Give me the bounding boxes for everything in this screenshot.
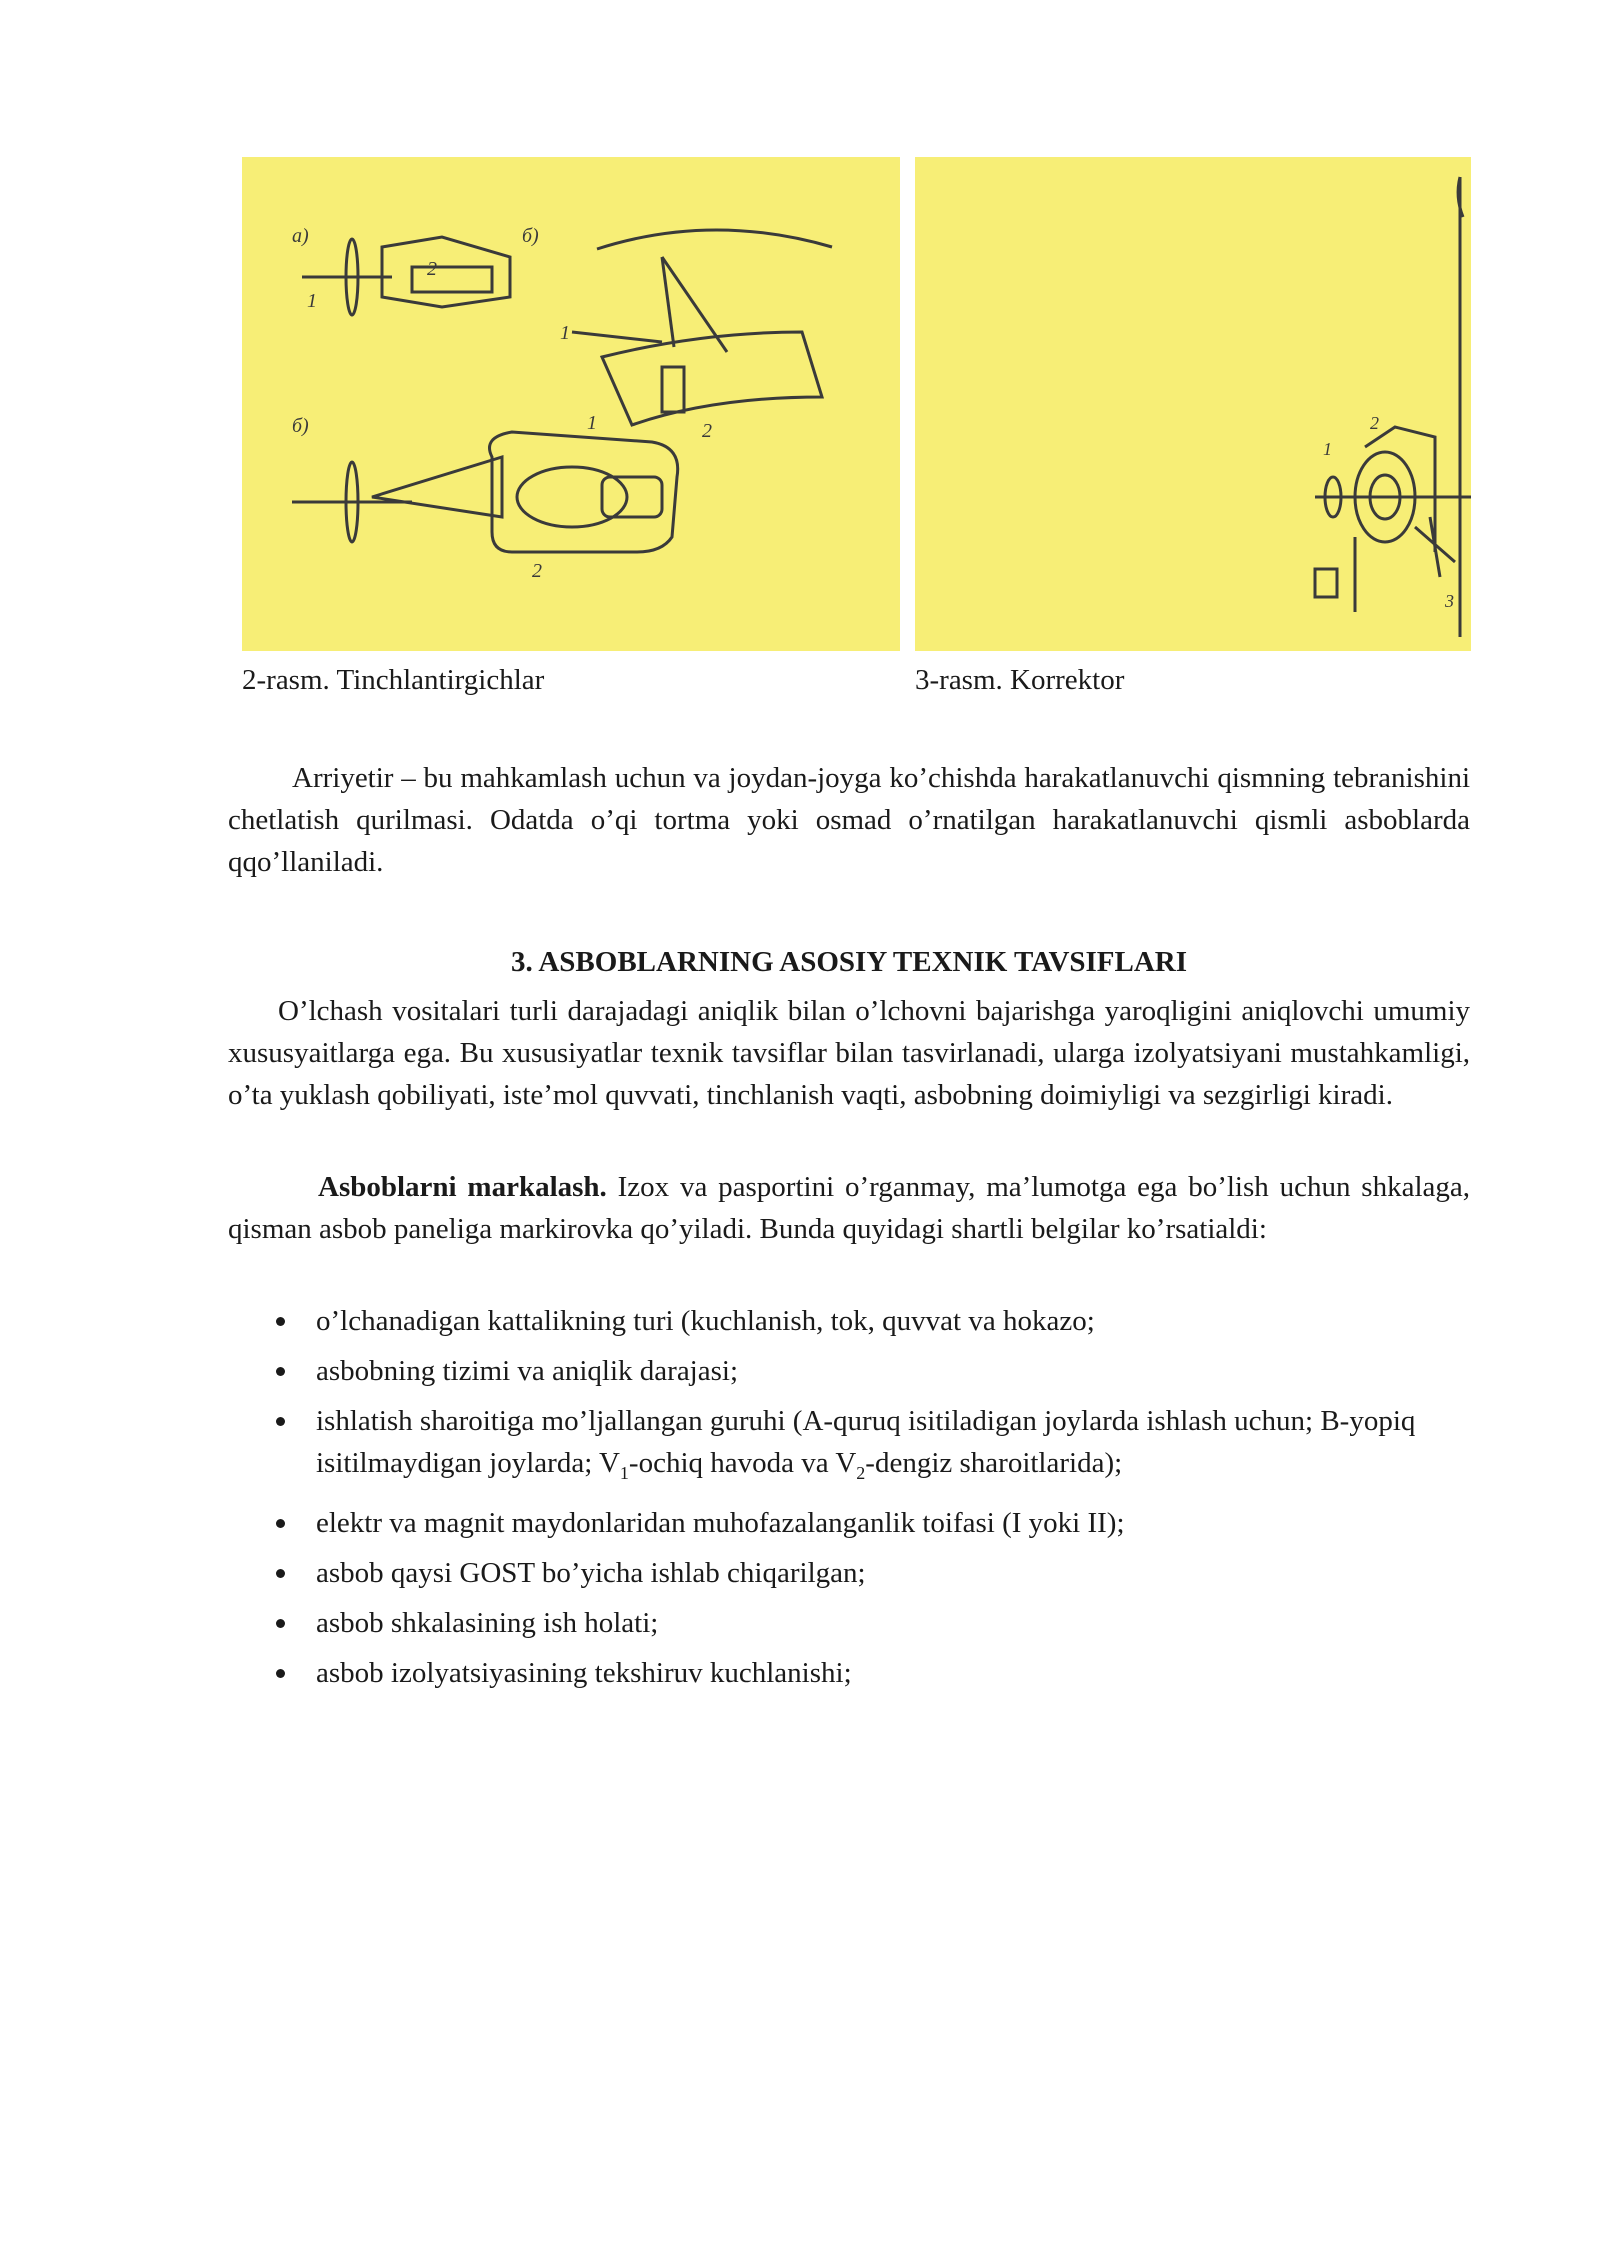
- bullet-icon: [276, 1569, 285, 1578]
- list-item-text: asbobning tizimi va aniqlik darajasi;: [316, 1355, 739, 1387]
- list-item-text: asbob izolyatsiyasining tekshiruv kuchlanishi;: [316, 1656, 852, 1689]
- list-item: [270, 1652, 1470, 1694]
- part-label: 3: [1445, 591, 1454, 611]
- panel-label-b1: б): [522, 225, 539, 247]
- part-label: 1: [307, 290, 317, 312]
- subscript: 1: [619, 1462, 629, 1483]
- part-label: 2: [1370, 413, 1379, 433]
- paragraph-marking: [228, 1166, 1470, 1250]
- list-item-text: o’lchanadigan kattalikning turi (kuchlanish, tok, quvvat va hokazo;: [316, 1305, 1095, 1337]
- figure-3-caption: 3-rasm. Korrektor: [915, 664, 1125, 696]
- list-item-text: elektr va magnit maydonlaridan muhofazalanganlik toifasi (I yoki II);: [316, 1506, 1125, 1539]
- list-item: [270, 1502, 1470, 1544]
- figure-2-caption: 2-rasm. Tinchlantirgichlar: [242, 664, 545, 696]
- part-label: 2: [702, 420, 712, 442]
- list-item: [270, 1400, 1470, 1494]
- bullet-icon: [276, 1669, 285, 1678]
- section-heading: 3. ASBOBLARNING ASOSIY TEXNIK TAVSIFLARI: [510, 946, 1188, 978]
- list-item-text: asbob shkalasining ish holati;: [316, 1606, 659, 1639]
- part-label: 1: [1323, 439, 1332, 459]
- figure-corrector: [915, 157, 1471, 651]
- panel-label-a: а): [292, 225, 309, 247]
- bullet-icon: [276, 1417, 285, 1426]
- text-run: ishlatish sharoitiga mo’ljallangan guruhi (A-quruq isitiladigan joylarda ishlash uchun; B-yopiq isitilmaydigan joylarda; V: [316, 1405, 1416, 1479]
- panel-label-b2: б): [292, 415, 309, 437]
- part-label: 2: [532, 560, 542, 582]
- list-item-text: [316, 1405, 1416, 1483]
- paragraph-arrester: Arriyetir – bu mahkamlash uchun va joydan-joyga ko’chishda harakatlanuvchi qismning tebranishini chetlatish qurilmasi. Odatda o’qi tortma yoki osmad o’rnatilgan harakatlanuvchi qismli asboblarda qqo’llaniladi.: [228, 762, 1470, 878]
- paragraph-characteristics: O’lchash vositalari turli darajadagi aniqlik bilan o’lchovni bajarishga yaroqligini aniqlovchi umumiy xususyaitlarga ega. Bu xususiyatlar texnik tavsiflar bilan tasvirlanadi, ularga izolyatsiyani mustahkamligi, o’ta yuklash qobiliyati, iste’mol quvvati, tinchlanish vaqti, asbobning doimiyligi va sezgirligi kiradi.: [228, 995, 1470, 1111]
- bullet-icon: [276, 1619, 285, 1628]
- text-run: -ochiq havoda va V: [628, 1447, 857, 1479]
- dampers-illustration: [242, 157, 900, 651]
- bullet-icon: [276, 1519, 285, 1528]
- marking-list: [270, 1300, 1470, 1702]
- bullet-icon: [276, 1317, 285, 1326]
- list-item-text: asbob qaysi GOST bo’yicha ishlab chiqarilgan;: [316, 1556, 866, 1589]
- text-run: -dengiz sharoitlarida);: [865, 1447, 1123, 1479]
- figure-dampers: [242, 157, 900, 651]
- subscript: 2: [856, 1462, 866, 1483]
- list-item: [270, 1300, 1470, 1342]
- bullet-icon: [276, 1367, 285, 1376]
- part-label: 2: [427, 258, 437, 280]
- marking-text: Izox va pasportini o’rganmay, ma’lumotga ega bo’lish uchun shkalaga, qisman asbob paneliga markirovka qo’yiladi. Bunda quyidagi shartli belgilar ko’rsatialdi:: [228, 1171, 1470, 1245]
- list-item: [270, 1350, 1470, 1392]
- corrector-illustration: [915, 157, 1471, 651]
- part-label: 1: [560, 322, 570, 344]
- part-label: 1: [587, 412, 597, 434]
- marking-bold-lead: Asboblarni markalash.: [318, 1171, 607, 1203]
- list-item: [270, 1602, 1470, 1644]
- list-item: [270, 1552, 1470, 1594]
